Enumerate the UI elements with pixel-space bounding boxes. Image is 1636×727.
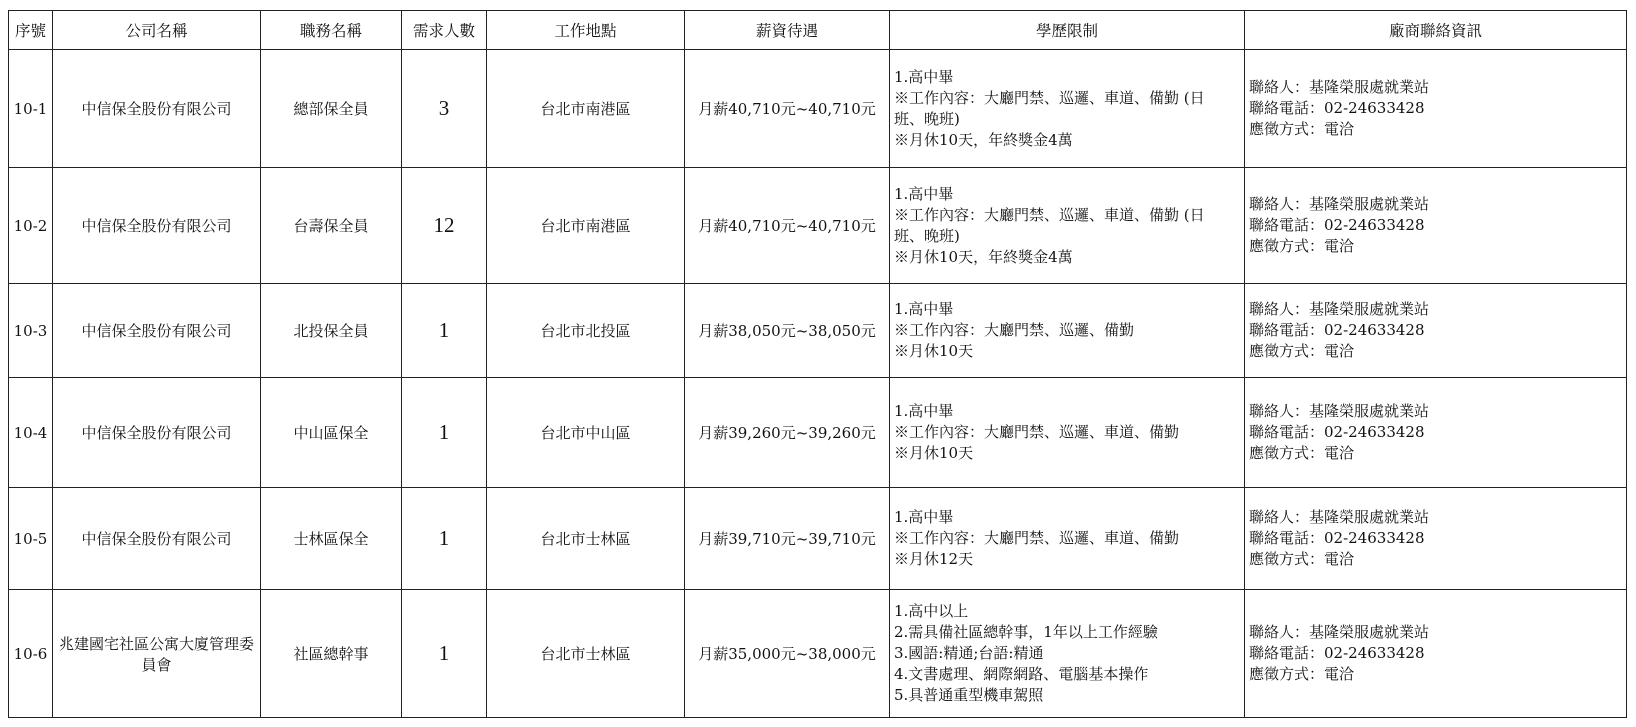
requirement-line: ※月休10天，年終獎金4萬: [894, 130, 1073, 149]
requirement-line: ※工作內容：大廳門禁、巡邏、備勤: [894, 321, 1135, 339]
contact-person: 聯絡人：基隆榮服處就業站: [1249, 508, 1430, 526]
table-row: [9, 168, 1627, 284]
cell-no: 10-6: [9, 590, 53, 718]
requirement-line: 1.高中畢: [894, 184, 954, 203]
contact-person: 聯絡人：基隆榮服處就業站: [1249, 623, 1430, 641]
header-contact: 廠商聯絡資訊: [1245, 11, 1627, 50]
requirement-line: 1.高中畢: [894, 508, 954, 526]
contact-method: 應徵方式：電洽: [1249, 237, 1355, 255]
cell-count: 12: [402, 168, 487, 284]
cell-company: 中信保全股份有限公司: [53, 50, 261, 168]
header-company: 公司名稱: [53, 11, 261, 50]
header-row: [9, 11, 1627, 50]
cell-location: 台北市士林區: [487, 590, 685, 718]
requirement-line: 2.需具備社區總幹事，1年以上工作經驗: [894, 623, 1158, 641]
header-salary: 薪資待遇: [685, 11, 890, 50]
cell-company: 中信保全股份有限公司: [53, 378, 261, 488]
table-row: [9, 488, 1627, 590]
contact-method: 應徵方式：電洽: [1249, 444, 1355, 462]
cell-count: 1: [402, 488, 487, 590]
cell-salary: 月薪40,710元~40,710元: [685, 168, 890, 284]
requirement-line: ※月休10天: [894, 342, 974, 360]
cell-requirements: [890, 284, 1245, 378]
contact-method: 應徵方式：電洽: [1249, 120, 1355, 138]
cell-location: 台北市北投區: [487, 284, 685, 378]
cell-contact: [1245, 488, 1627, 590]
cell-salary: 月薪35,000元~38,000元: [685, 590, 890, 718]
cell-salary: 月薪39,260元~39,260元: [685, 378, 890, 488]
contact-phone: 聯絡電話：02-24633428: [1249, 644, 1425, 662]
contact-phone: 聯絡電話：02-24633428: [1249, 99, 1425, 117]
header-requirements: 學歷限制: [890, 11, 1245, 50]
cell-position: 社區總幹事: [261, 590, 402, 718]
contact-person: 聯絡人：基隆榮服處就業站: [1249, 78, 1430, 96]
requirement-line: 5.具普通重型機車駕照: [894, 686, 1044, 704]
cell-count: 3: [402, 50, 487, 168]
cell-position: 北投保全員: [261, 284, 402, 378]
cell-company: 中信保全股份有限公司: [53, 284, 261, 378]
cell-no: 10-5: [9, 488, 53, 590]
table-row: [9, 284, 1627, 378]
cell-position: 總部保全員: [261, 50, 402, 168]
contact-method: 應徵方式：電洽: [1249, 550, 1355, 568]
cell-location: 台北市士林區: [487, 488, 685, 590]
cell-no: 10-1: [9, 50, 53, 168]
cell-no: 10-3: [9, 284, 53, 378]
cell-requirements: [890, 168, 1245, 284]
header-count: 需求人數: [402, 11, 487, 50]
cell-contact: [1245, 168, 1627, 284]
cell-requirements: [890, 488, 1245, 590]
requirement-line: 1.高中畢: [894, 300, 954, 318]
cell-position: 台壽保全員: [261, 168, 402, 284]
table-row: [9, 590, 1627, 718]
header-position: 職務名稱: [261, 11, 402, 50]
table-row: [9, 50, 1627, 168]
cell-location: 台北市中山區: [487, 378, 685, 488]
cell-requirements: [890, 50, 1245, 168]
cell-count: 1: [402, 590, 487, 718]
header-no: 序號: [9, 11, 53, 50]
requirement-line: 1.高中畢: [894, 402, 954, 420]
requirement-line: 班、晚班): [894, 226, 960, 245]
cell-contact: [1245, 378, 1627, 488]
cell-salary: 月薪40,710元~40,710元: [685, 50, 890, 168]
contact-person: 聯絡人：基隆榮服處就業站: [1249, 402, 1430, 420]
table-row: [9, 378, 1627, 488]
cell-company: 中信保全股份有限公司: [53, 168, 261, 284]
job-listing-table: [8, 10, 1627, 718]
cell-location: 台北市南港區: [487, 168, 685, 284]
contact-method: 應徵方式：電洽: [1249, 342, 1355, 360]
cell-no: 10-4: [9, 378, 53, 488]
contact-phone: 聯絡電話：02-24633428: [1249, 529, 1425, 547]
cell-contact: [1245, 50, 1627, 168]
cell-contact: [1245, 284, 1627, 378]
cell-company: 兆建國宅社區公寓大廈管理委員會: [53, 590, 261, 718]
cell-salary: 月薪39,710元~39,710元: [685, 488, 890, 590]
cell-count: 1: [402, 378, 487, 488]
contact-phone: 聯絡電話：02-24633428: [1249, 423, 1425, 441]
cell-position: 中山區保全: [261, 378, 402, 488]
contact-phone: 聯絡電話：02-24633428: [1249, 321, 1425, 339]
requirement-line: 4.文書處理、網際網路、電腦基本操作: [894, 665, 1149, 683]
requirement-line: 3.國語:精通;台語:精通: [894, 644, 1044, 662]
requirement-line: ※工作內容：大廳門禁、巡邏、車道、備勤 (日: [894, 205, 1205, 224]
contact-person: 聯絡人：基隆榮服處就業站: [1249, 300, 1430, 318]
contact-person: 聯絡人：基隆榮服處就業站: [1249, 195, 1430, 213]
cell-company: 中信保全股份有限公司: [53, 488, 261, 590]
cell-position: 士林區保全: [261, 488, 402, 590]
contact-method: 應徵方式：電洽: [1249, 665, 1355, 683]
requirement-line: ※月休10天，年終獎金4萬: [894, 247, 1073, 266]
cell-location: 台北市南港區: [487, 50, 685, 168]
requirement-line: 1.高中以上: [894, 602, 969, 620]
contact-phone: 聯絡電話：02-24633428: [1249, 216, 1425, 234]
header-location: 工作地點: [487, 11, 685, 50]
cell-salary: 月薪38,050元~38,050元: [685, 284, 890, 378]
requirement-line: ※工作內容：大廳門禁、巡邏、車道、備勤: [894, 423, 1180, 441]
requirement-line: ※月休12天: [894, 550, 974, 568]
requirement-line: 班、晚班): [894, 109, 960, 128]
requirement-line: 1.高中畢: [894, 67, 954, 86]
cell-contact: [1245, 590, 1627, 718]
cell-count: 1: [402, 284, 487, 378]
cell-no: 10-2: [9, 168, 53, 284]
cell-requirements: [890, 378, 1245, 488]
cell-requirements: [890, 590, 1245, 718]
requirement-line: ※工作內容：大廳門禁、巡邏、車道、備勤 (日: [894, 88, 1205, 107]
requirement-line: ※月休10天: [894, 444, 974, 462]
requirement-line: ※工作內容：大廳門禁、巡邏、車道、備勤: [894, 529, 1180, 547]
